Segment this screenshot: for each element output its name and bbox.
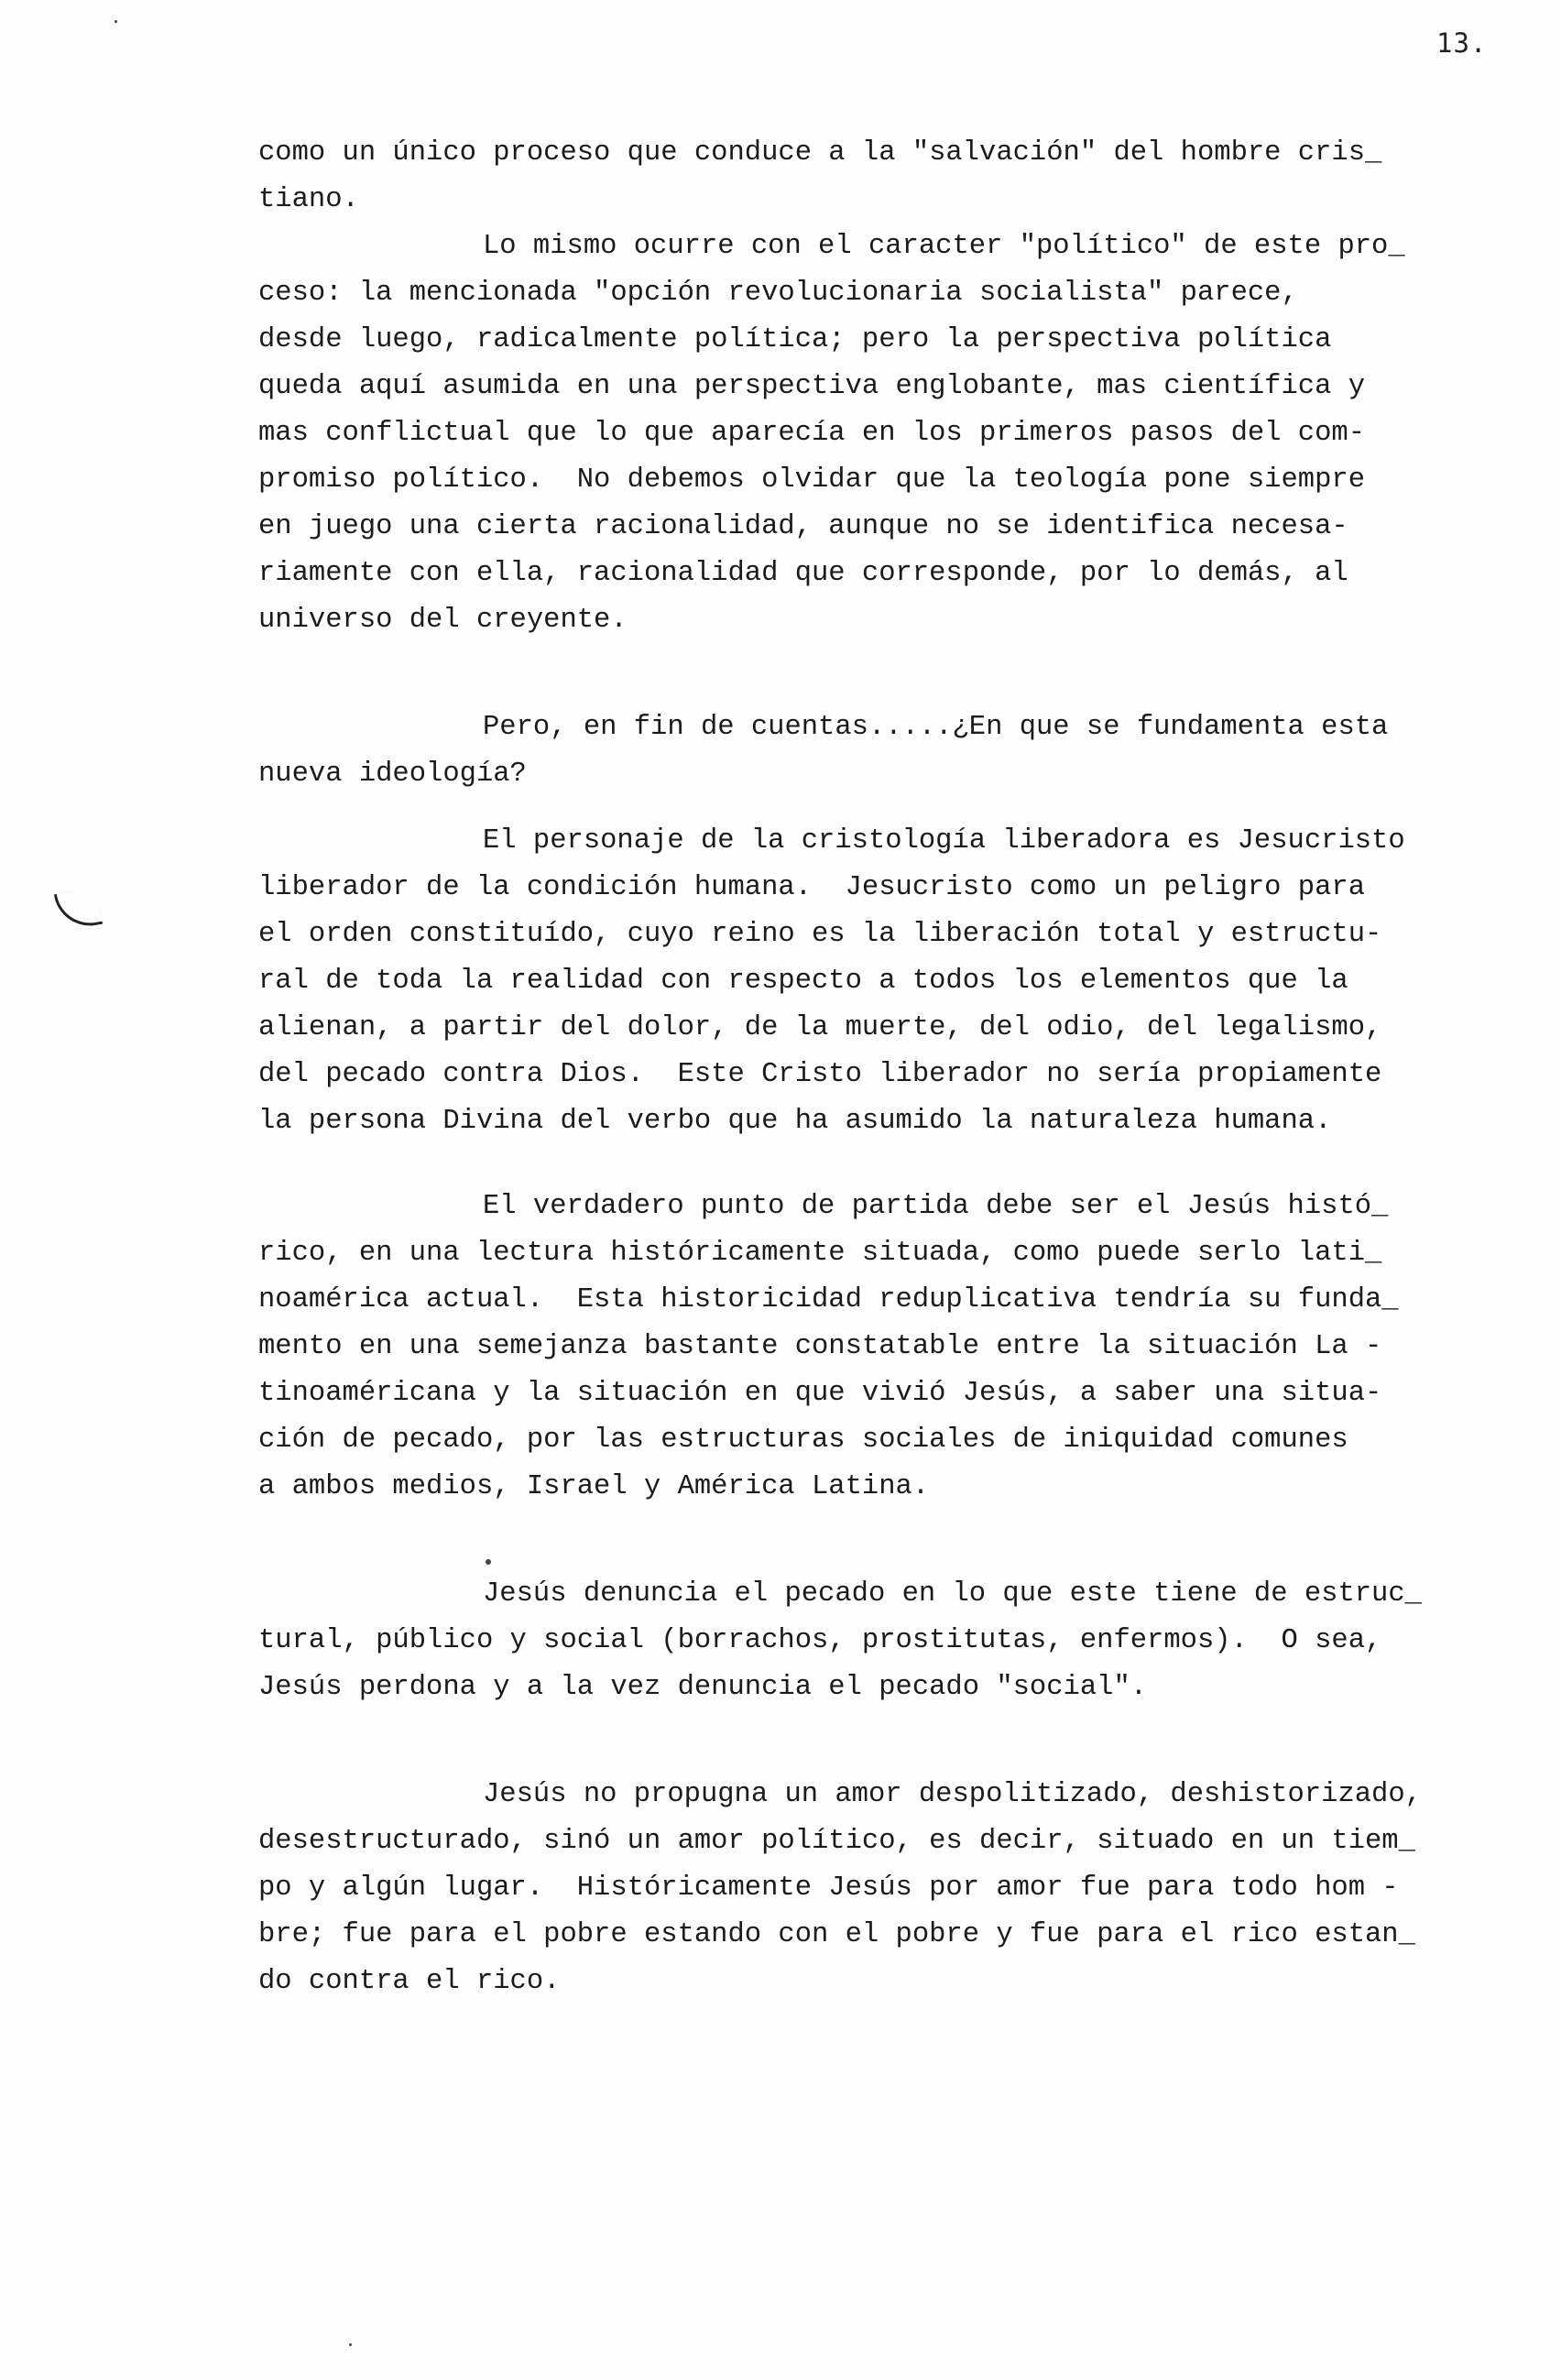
text-line: tural, público y social (borrachos, prostitutas, enfermos). O sea,: [258, 1625, 1382, 1656]
text-line: El personaje de la cristología liberadora es Jesucristo: [483, 825, 1405, 857]
text-line: desestructurado, sinó un amor político, es decir, situado en un tiem_: [258, 1826, 1415, 1857]
text-line: Lo mismo ocurre con el caracter "político" de este pro_: [483, 231, 1405, 262]
paragraph: [258, 1184, 1513, 1511]
text-line: en juego una cierta racionalidad, aunque no se identifica necesa-: [258, 511, 1348, 542]
paragraph: [258, 1571, 1513, 1711]
text-line: mento en una semejanza bastante constatable entre la situación La -: [258, 1331, 1382, 1362]
paragraph: [258, 818, 1513, 1145]
text-line: nueva ideología?: [258, 759, 527, 790]
text-line: po y algún lugar. Históricamente Jesús por amor fue para todo hom -: [258, 1872, 1399, 1904]
text-line: ción de pecado, por las estructuras sociales de iniquidad comunes: [258, 1425, 1348, 1456]
text-line: queda aquí asumida en una perspectiva englobante, mas científica y: [258, 371, 1365, 402]
page-number: 13.: [1436, 27, 1488, 59]
paragraph: [258, 1772, 1513, 2005]
text-line: la persona Divina del verbo que ha asumido la naturaleza humana.: [258, 1106, 1332, 1137]
text-line: Jesús no propugna un amor despolitizado, deshistorizado,: [483, 1779, 1422, 1810]
text-line: rico, en una lectura históricamente situada, como puede serlo lati_: [258, 1238, 1382, 1269]
text-line: universo del creyente.: [258, 605, 628, 636]
text-line: Jesús perdona y a la vez denuncia el pecado "social".: [258, 1672, 1148, 1703]
text-line: do contra el rico.: [258, 1966, 561, 1997]
text-line: riamente con ella, racionalidad que corresponde, por lo demás, al: [258, 558, 1348, 589]
text-line: tinoaméricana y la situación en que vivió Jesús, a saber una situa-: [258, 1378, 1382, 1409]
text-line: noamérica actual. Esta historicidad reduplicativa tendría su funda_: [258, 1284, 1399, 1316]
paragraph: [258, 130, 1513, 224]
text-line: el orden constituído, cuyo reino es la liberación total y estructu-: [258, 919, 1382, 950]
text-line: liberador de la condición humana. Jesucristo como un peligro para: [258, 872, 1365, 903]
text-line: desde luego, radicalmente política; pero la perspectiva política: [258, 324, 1332, 355]
paragraph: [258, 224, 1513, 644]
text-line: Jesús denuncia el pecado en lo que este tiene de estruc_: [483, 1578, 1422, 1610]
text-line: mas conflictual que lo que aparecía en los primeros pasos del com-: [258, 418, 1365, 449]
paragraph: [258, 704, 1513, 798]
stray-dot: [349, 2343, 352, 2346]
text-line: promiso político. No debemos olvidar que la teología pone siempre: [258, 464, 1365, 496]
text-line: Pero, en fin de cuentas.....¿En que se fundamenta esta: [483, 712, 1389, 743]
text-line: del pecado contra Dios. Este Cristo liberador no sería propiamente: [258, 1059, 1382, 1090]
text-line: El verdadero punto de partida debe ser el Jesús histó_: [483, 1191, 1389, 1222]
text-line: ral de toda la realidad con respecto a todos los elementos que la: [258, 966, 1348, 997]
stray-dot: [115, 20, 117, 23]
text-line: a ambos medios, Israel y América Latina.: [258, 1471, 930, 1502]
text-line: alienan, a partir del dolor, de la muerte, del odio, del legalismo,: [258, 1012, 1382, 1043]
margin-pen-mark: [54, 887, 103, 932]
text-line: como un único proceso que conduce a la "salvación" del hombre cris_: [258, 137, 1382, 169]
text-line: bre; fue para el pobre estando con el pobre y fue para el rico estan_: [258, 1919, 1415, 1950]
document-body: [258, 130, 1513, 2005]
text-line: tiano.: [258, 184, 359, 215]
text-line: ceso: la mencionada "opción revolucionaria socialista" parece,: [258, 278, 1298, 309]
